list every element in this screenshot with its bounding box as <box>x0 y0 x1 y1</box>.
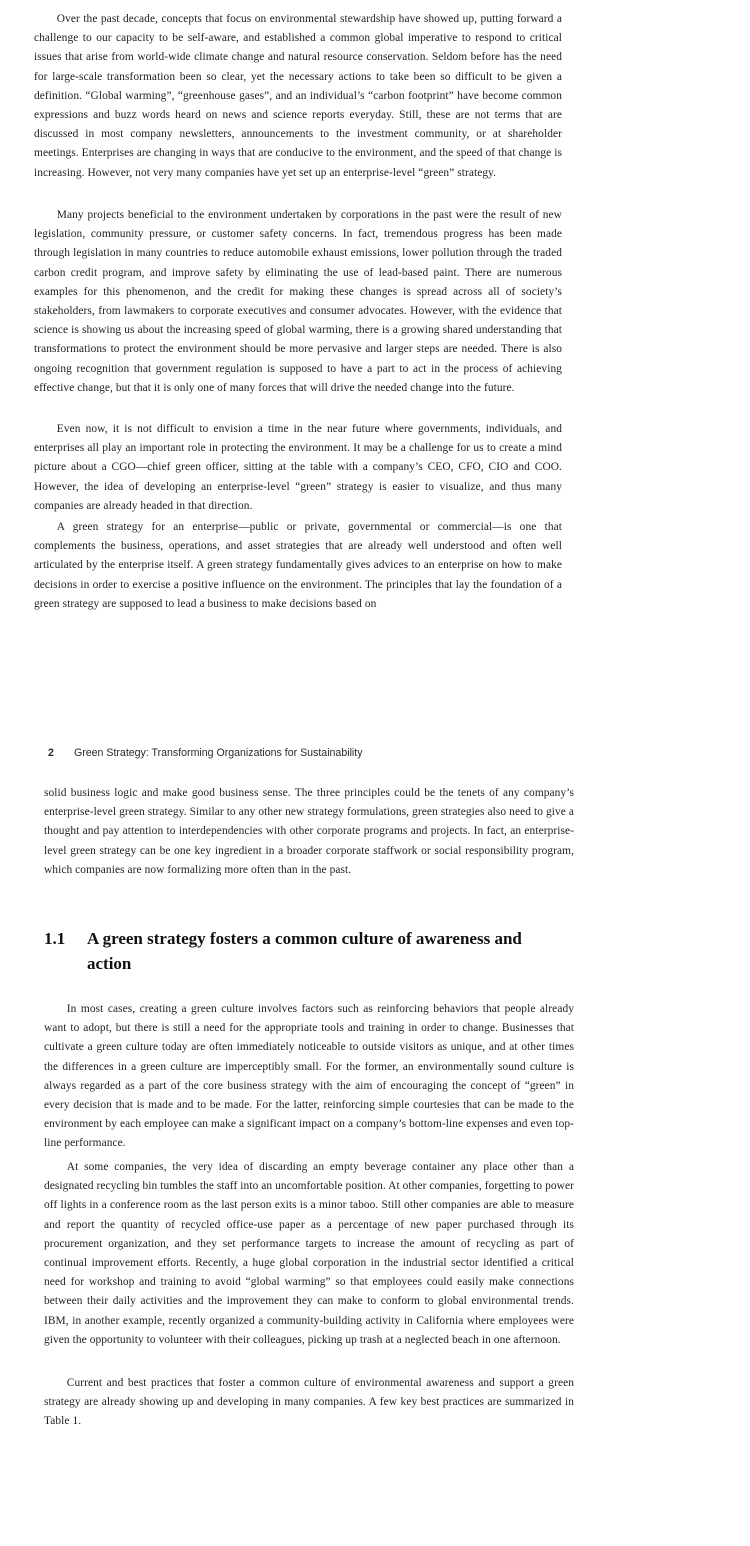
paragraph-environmental-stewardship: Over the past decade, concepts that focus on environmental stewardship have showed up, putting forward a challenge to our capacity to be self-aware, and established a common global imperative to respond to critical issues that arise from world-wide climate change and natural resource conservation. Seldom before has the need for large-scale transformation been so clear, yet the necessary actions to take been so difficult to be given a definition. “Global warming”, “greenhouse gases”, and an individual’s “carbon footprint” have become common expressions and buzz words heard on news and science reports everyday. Still, these are not terms that are discussed in most company newsletters, announcements to the investment community, or at shareholder meetings. Enterprises are changing in ways that are conducive to the environment, and the speed of that change is increasing. However, not very many companies have yet set up an enterprise-level “green” strategy. <box>34 13 562 179</box>
running-title: Green Strategy: Transforming Organizations for Sustainability <box>74 747 363 759</box>
paragraph-green-strategy-definition: A green strategy for an enterprise—public or private, governmental or commercial—is one that complements the business, operations, and asset strategies that are already well understood and often well articulated by the enterprise itself. A green strategy fundamentally gives advices to an enterprise on how to make decisions in order to exercise a positive influence on the environment. The principles that lay the foundation of a green strategy are supposed to lead a business to make decisions based on <box>34 521 562 610</box>
section-heading <box>44 926 564 976</box>
running-header <box>48 747 363 763</box>
paragraph-green-culture: In most cases, creating a green culture involves factors such as reinforcing behaviors that people already want to adopt, but there is still a need for the appropriate tools and training in order to change. Businesses that cultivate a green culture today are often immediately noticeable to outside visitors as unique, and at other times the differences in a green culture are imperceptibly small. For the former, an environmentally sound culture is always regarded as a part of the core business strategy with the aim of encouraging the concept of “green” in every decision that is made and to be made. For the latter, reinforcing simple courtesies that can be made to the environment by each employee can make a significant impact on a company’s bottom-line expenses and even top-line performance. <box>44 1003 574 1150</box>
paragraph-continuation: solid business logic and make good business sense. The three principles could be the tenets of any company’s enterprise-level green strategy. Similar to any other new strategy formulations, green strategies also need to give a thought and pay attention to interdependencies with other corporate programs and projects. In fact, an enterprise-level green strategy can be one key ingredient in a broader corporate staffwork or social responsibility program, which companies are now formalizing more often than in the past. <box>44 787 574 876</box>
paragraph-projects-legislation: Many projects beneficial to the environment undertaken by corporations in the past were the result of new legislation, community pressure, or customer safety concerns. In fact, tremendous progress has been made through legislation in many countries to reduce automobile exhaust emissions, lower pollution through the traded carbon credit program, and improve safety by eliminating the use of lead-based paint. There are numerous examples for this phenomenon, and the credit for making these changes is spread across all of society’s stakeholders, from lawmakers to corporate executives and consumer advocates. However, with the evidence that science is showing us about the increasing speed of global warming, there is a growing shared understanding that transformations to protect the environment should be more pervasive and larger steps are needed. There is also ongoing recognition that government regulation is supposed to have a part to act in the process of achieving effective change, but that it is only one of many forces that will drive the needed change into the future. <box>34 209 562 394</box>
page-number: 2 <box>48 747 54 759</box>
lower-page <box>0 720 750 1546</box>
section-number: 1.1 <box>44 929 66 948</box>
paragraph-envision-future: Even now, it is not difficult to envision a time in the near future where governments, individuals, and enterprises all play an important role in protecting the environment. It may be a challenge for us to create a mind picture about a CGO—chief green officer, sitting at the table with a company’s CEO, CFO, CIO and COO. However, the idea of developing an enterprise-level “green” strategy is easier to visualize, and thus many companies are already headed in that direction. <box>34 423 562 512</box>
section-title: A green strategy fosters a common culture of awareness and action <box>87 929 522 973</box>
paragraph-best-practices: Current and best practices that foster a common culture of environmental awareness and support a green strategy are already showing up and developing in many companies. A few key best practices are summarized in Table 1. <box>44 1377 574 1428</box>
paragraph-company-examples: At some companies, the very idea of discarding an empty beverage container any place other than a designated recycling bin tumbles the staff into an uncomfortable position. At other companies, forgetting to power off lights in a conference room as the last person exits is a minor taboo. Still other companies are able to measure and report the quantity of recycled office-use paper as a percentage of new paper purchased through its procurement organization, and they set performance targets to increase the amount of recycling as part of continual improvement efforts. Recently, a huge global corporation in the industrial sector identified a critical need for workshop and training to avoid “global warming” so that employees could easily make connections between their daily activities and the improvement they can make to conform to global environmental trends. IBM, in another example, recently organized a community-building activity in California where employees were given the opportunity to volunteer with their colleagues, picking up trash at a neglected beach in one afternoon. <box>44 1161 574 1346</box>
upper-page <box>0 0 750 720</box>
